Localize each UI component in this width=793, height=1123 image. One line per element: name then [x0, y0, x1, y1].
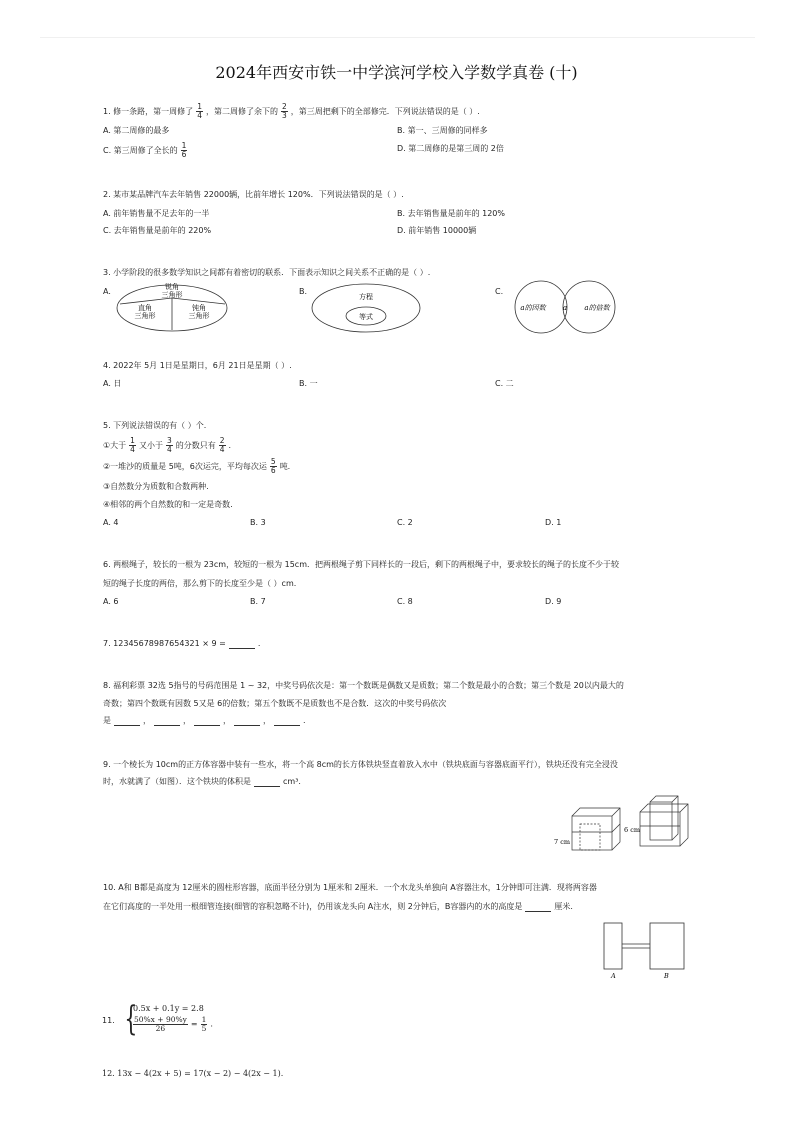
q1-option-c-fraction	[181, 142, 188, 159]
q5-s1-text-e: .	[228, 441, 232, 450]
q3a-label-acute-1: 锐角	[165, 283, 179, 291]
q9-left-container	[572, 808, 620, 850]
q5-s2-den: 6	[270, 466, 276, 475]
q3-diagram-c	[505, 280, 625, 335]
q5-s1-f2-den: 4	[166, 445, 172, 454]
q11-eq2-den: 26	[155, 1024, 166, 1033]
q10-figure	[600, 918, 690, 980]
header-rule	[40, 37, 755, 38]
q5-statement-4: ④相邻的两个自然数的和一定是奇数.	[103, 500, 233, 509]
question-2-stem: 2. 某市某品牌汽车去年销售 22000辆，比前年增长 120%．下列说法错误的是（ ）.	[103, 190, 404, 199]
question-6-line-1: 6. 两根绳子，较长的一根为 23cm，较短的一根为 15cm．把两根绳子剪下同样长的一段后，剩下的两根绳子中，要求较长的绳子的长度不少于较	[103, 560, 619, 569]
q8-sep-4: ，	[263, 716, 271, 725]
q1-optc-num: 1	[181, 141, 187, 150]
q7-answer-blank[interactable]	[229, 640, 255, 649]
q2-option-b: B. 去年销售量是前年的 120%	[397, 209, 505, 218]
q1-option-d: D. 第二周修的是第三周的 2倍	[397, 144, 504, 153]
q5-statement-2	[103, 458, 290, 475]
q5-s1-frac-1	[129, 437, 136, 454]
q8-end: .	[303, 716, 306, 725]
q8-text: 是	[103, 716, 111, 725]
question-9-line-1: 9. 一个棱长为 10cm的正方体容器中装有一些水，将一个高 8cm的长方体铁块竖直着放入水中（铁块底面与容器底面平行），铁块还没有完全浸没	[103, 760, 618, 769]
q5-s1-frac-3	[219, 437, 226, 454]
q9-text: 时，水就满了（如图）．这个铁块的体积是	[103, 777, 251, 786]
q1-option-a: A. 第二周修的最多	[103, 126, 170, 135]
q4-option-c: C. 二	[495, 379, 514, 388]
q10-label-a: A	[611, 972, 616, 980]
q10-label-b: B	[664, 972, 669, 980]
q3c-label-factors: a的因数	[520, 304, 546, 312]
q4-option-b: B. 一	[299, 379, 318, 388]
q1-f1-num: 1	[197, 102, 202, 111]
q1-optc-den: 6	[181, 150, 187, 159]
q5-s1-f3-num: 2	[219, 436, 225, 445]
q6-option-d: D. 9	[545, 597, 562, 606]
q11-eq2-rhs	[201, 1016, 208, 1033]
q3a-label-obtuse-1: 钝角	[192, 304, 206, 312]
q8-sep-2: ，	[183, 716, 191, 725]
q11-eq2-equals: =	[190, 1019, 198, 1029]
q5-statement-3: ③自然数分为质数和合数两种.	[103, 482, 209, 491]
q10-answer-blank[interactable]	[525, 903, 551, 912]
q3b-label-equation: 方程	[359, 293, 373, 301]
q7-end: .	[257, 639, 261, 648]
question-8-line-2: 奇数；第四个数既有因数 5又是 6的倍数；第五个数既不是质数也不是合数．这次的中奖号码依次	[103, 699, 447, 708]
q9-end: .	[298, 777, 301, 786]
q10-containers	[604, 923, 684, 969]
question-9-line-2	[103, 777, 301, 787]
q8-answer-blank-5[interactable]	[274, 717, 300, 726]
q8-sep-1: ，	[143, 716, 151, 725]
q1-text-c: ，第三周把剩下的全部修完．下列说法错误的是（ ）.	[290, 107, 480, 116]
q5-s2-frac	[270, 458, 277, 475]
q5-statement-1	[103, 437, 231, 454]
q9-label-6cm: 6 cm	[624, 826, 641, 834]
q11-equation-1: 0.5x + 0.1y = 2.8	[133, 1004, 204, 1013]
q1-fraction-1	[196, 103, 203, 120]
q5-s1-f3-den: 4	[219, 445, 225, 454]
q3-option-a: A.	[103, 287, 111, 296]
q5-s1-text-a: ①大于	[103, 441, 127, 450]
q1-option-c-text: C. 第三周修了全长的	[103, 146, 178, 155]
question-1-stem	[103, 103, 480, 120]
q5-s1-f2-num: 3	[166, 436, 172, 445]
q5-s1-text-b: 又小于	[138, 441, 163, 450]
q6-option-c: C. 8	[397, 597, 413, 606]
q3c-label-a: a	[562, 304, 568, 312]
q3a-label-right-2: 三角形	[134, 312, 156, 320]
q9-unit: cm³	[283, 777, 299, 786]
page-title: 2024年西安市铁一中学滨河学校入学数学真卷 (十)	[215, 63, 578, 82]
q11-equation-2	[133, 1016, 213, 1033]
question-8-line-1: 8. 福利彩票 32选 5指号的号码范围是 1 ~ 32，中奖号码依次是：第一个数既是偶数又是质数；第二个数是最小的合数；第三个数是 20以内最大的	[103, 681, 624, 690]
q2-option-d: D. 前年销售 10000辆	[397, 226, 477, 235]
q3-option-b: B.	[299, 287, 308, 296]
q1-text-a: 1. 修一条路，第一周修了	[103, 107, 194, 116]
q10-text: 在它们高度的一半处用一根细管连接(细管的容积忽略不计)，仍用该龙头向 A注水，则 2分钟后，B容器内的水的高度是	[103, 902, 523, 911]
q9-right-container	[640, 796, 688, 846]
q11-end: .	[210, 1019, 213, 1029]
q9-label-7cm: 7 cm	[554, 838, 571, 846]
question-6-line-2: 短的绳子长度的两倍，那么剪下的长度至少是（ ）cm.	[103, 579, 297, 588]
q5-s2-num: 5	[270, 457, 276, 466]
q3-diagram-a	[115, 280, 235, 335]
q2-option-a: A. 前年销售量不足去年的一半	[103, 209, 210, 218]
q5-s1-frac-2	[166, 437, 173, 454]
q5-s1-f1-den: 4	[130, 445, 135, 454]
q1-fraction-2	[281, 103, 288, 120]
q8-sep-3: ，	[223, 716, 231, 725]
q5-option-b: B. 3	[250, 518, 266, 527]
q1-text-b: ，第二周修了余下的	[205, 107, 278, 116]
q2-option-c: C. 去年销售量是前年的 220%	[103, 226, 212, 235]
q1-option-c	[103, 142, 190, 159]
q11-number: 11.	[102, 1016, 115, 1025]
q8-answer-blank-4[interactable]	[234, 717, 260, 726]
question-10-line-1: 10. A和 B都是高度为 12厘米的圆柱形容器，底面半径分别为 1厘米和 2厘米．一个水龙头单独向 A容器注水，1分钟即可注满．现将两容器	[103, 883, 597, 892]
q4-option-a: A. 日	[103, 379, 122, 388]
q6-option-b: B. 7	[250, 597, 266, 606]
q7-text: 7. 12345678987654321 × 9 =	[103, 639, 226, 648]
q3-option-c: C.	[495, 287, 504, 296]
question-7	[103, 639, 260, 649]
question-5-stem: 5. 下列说法错误的有（ ）个.	[103, 421, 207, 430]
question-3-stem: 3. 小学阶段的很多数学知识之间都有着密切的联系．下面表示知识之间关系不正确的是（ ）.	[103, 268, 431, 277]
q5-option-c: C. 2	[397, 518, 413, 527]
q6-option-a: A. 6	[103, 597, 119, 606]
q8-answer-blank-1[interactable]	[114, 717, 140, 726]
q3-diagram-b	[310, 280, 422, 335]
q8-answer-blank-3[interactable]	[194, 717, 220, 726]
question-10-line-2	[103, 902, 573, 912]
q5-s2-text-b: 吨.	[279, 462, 291, 471]
question-12: 12. 13x − 4(2x + 5) = 17(x − 2) − 4(2x − 1).	[102, 1069, 284, 1078]
q3a-label-obtuse-2: 三角形	[188, 312, 210, 320]
q5-s1-f1-num: 1	[130, 436, 135, 445]
q1-f2-num: 2	[281, 102, 287, 111]
q5-s2-text-a: ②一堆沙的质量是 5吨，6次运完，平均每次运	[103, 462, 267, 471]
question-8-line-3	[103, 716, 306, 726]
q3a-label-acute-2: 三角形	[161, 291, 183, 299]
q3c-label-multiples: a的倍数	[584, 304, 610, 312]
question-4-stem: 4. 2022年 5月 1日是星期日，6月 21日是星期（ ）.	[103, 361, 292, 370]
q10-unit: 厘米.	[554, 902, 573, 911]
q5-option-d: D. 1	[545, 518, 562, 527]
q11-eq2-fraction	[133, 1016, 188, 1033]
q5-s1-text-c: 的分数只有	[175, 441, 216, 450]
q11-brace: {	[124, 999, 138, 1039]
q9-figure	[552, 792, 692, 854]
q3b-label-identity: 等式	[359, 313, 373, 321]
q8-answer-blank-2[interactable]	[154, 717, 180, 726]
q1-f1-den: 4	[197, 111, 202, 120]
q3a-label-right-1: 直角	[138, 304, 152, 312]
q11-eq2-num: 50%x + 90%y	[134, 1015, 187, 1024]
q11-rhs-den: 5	[201, 1024, 207, 1033]
q1-option-b: B. 第一、三周修的同样多	[397, 126, 488, 135]
q1-f2-den: 3	[281, 111, 287, 120]
q5-option-a: A. 4	[103, 518, 119, 527]
q9-answer-blank[interactable]	[254, 778, 280, 787]
q11-rhs-num: 1	[201, 1015, 207, 1024]
